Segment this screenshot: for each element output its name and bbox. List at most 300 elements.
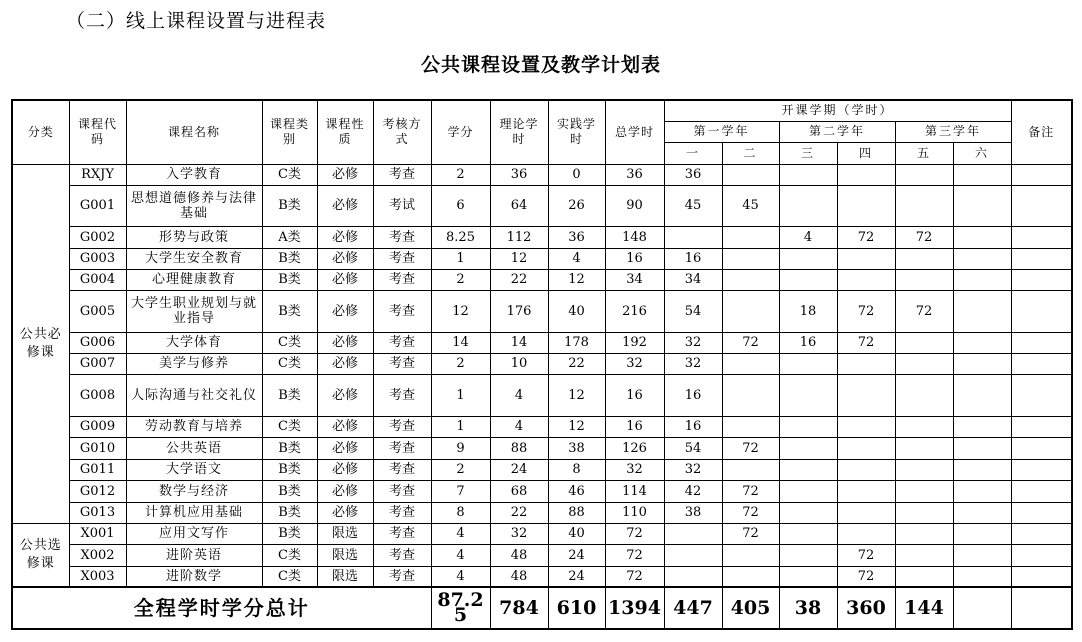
course-code: G009 [69, 416, 126, 437]
practice-hours: 4 [548, 248, 605, 269]
semester-4-hours [837, 269, 895, 290]
semester-5-hours [895, 502, 953, 523]
table-row [12, 566, 1072, 587]
header-semester-1: 一 [664, 142, 722, 164]
semester-6-hours [953, 480, 1011, 502]
course-name: 进阶英语 [126, 544, 262, 566]
course-name: 计算机应用基础 [126, 502, 262, 523]
theory-hours: 112 [490, 226, 548, 248]
course-code: G010 [69, 437, 126, 459]
theory-hours: 48 [490, 566, 548, 587]
course-code: G008 [69, 374, 126, 416]
semester-5-hours: 72 [895, 226, 953, 248]
course-name: 公共英语 [126, 437, 262, 459]
header-total-hours: 总学时 [605, 100, 664, 164]
course-assessment: 考查 [373, 332, 431, 353]
course-name: 劳动教育与培养 [126, 416, 262, 437]
course-name: 心理健康教育 [126, 269, 262, 290]
theory-hours: 4 [490, 416, 548, 437]
header-remarks: 备注 [1011, 100, 1072, 164]
total-hours-sum: 1394 [605, 587, 664, 629]
remarks-cell [1011, 437, 1072, 459]
table-row [12, 290, 1072, 332]
course-nature: 必修 [317, 353, 373, 374]
semester-2-hours: 72 [722, 502, 779, 523]
header-semester-3: 三 [779, 142, 837, 164]
semester-5-hours [895, 480, 953, 502]
table-row [12, 226, 1072, 248]
semester-6-hours [953, 502, 1011, 523]
category-cell: 公共必修课 [12, 164, 69, 523]
course-code: X002 [69, 544, 126, 566]
semester-4-hours [837, 502, 895, 523]
course-name: 大学体育 [126, 332, 262, 353]
remarks-cell [1011, 523, 1072, 544]
course-name: 思想道德修养与法律基础 [126, 185, 262, 226]
total-hours: 90 [605, 185, 664, 226]
semester-1-hours: 16 [664, 416, 722, 437]
table-row [12, 374, 1072, 416]
practice-hours: 40 [548, 290, 605, 332]
header-theory-hours: 理论学时 [490, 100, 548, 164]
theory-hours: 48 [490, 544, 548, 566]
semester-5-hours [895, 248, 953, 269]
header-semester-6: 六 [953, 142, 1011, 164]
course-assessment: 考查 [373, 459, 431, 480]
semester-5-hours [895, 353, 953, 374]
semester-4-hours: 72 [837, 544, 895, 566]
semester-3-hours [779, 544, 837, 566]
semester-2-hours [722, 164, 779, 185]
semester-3-hours: 18 [779, 290, 837, 332]
semester-5-hours [895, 269, 953, 290]
course-nature: 限选 [317, 544, 373, 566]
table-title: 公共课程设置及教学计划表 [420, 54, 661, 76]
header-year-1: 第一学年 [664, 121, 779, 142]
course-name: 应用文写作 [126, 523, 262, 544]
total-remarks [1011, 587, 1072, 629]
course-type: C类 [262, 164, 317, 185]
course-name: 形势与政策 [126, 226, 262, 248]
semester-6-hours [953, 416, 1011, 437]
course-type: B类 [262, 290, 317, 332]
remarks-cell [1011, 248, 1072, 269]
semester-1-hours: 32 [664, 332, 722, 353]
semester-2-hours: 72 [722, 332, 779, 353]
theory-hours: 32 [490, 523, 548, 544]
table-row [12, 269, 1072, 290]
semester-3-hours [779, 416, 837, 437]
theory-hours: 36 [490, 164, 548, 185]
theory-hours: 64 [490, 185, 548, 226]
total-label: 全程学时学分总计 [12, 587, 431, 629]
semester-1-hours [664, 544, 722, 566]
total-hours: 192 [605, 332, 664, 353]
course-credit: 2 [431, 459, 490, 480]
semester-3-hours [779, 523, 837, 544]
course-nature: 限选 [317, 566, 373, 587]
practice-hours: 12 [548, 269, 605, 290]
total-hours: 16 [605, 416, 664, 437]
total-hours: 148 [605, 226, 664, 248]
course-credit: 1 [431, 248, 490, 269]
table-row [12, 502, 1072, 523]
semester-6-hours [953, 459, 1011, 480]
semester-5-hours [895, 332, 953, 353]
course-name: 大学语文 [126, 459, 262, 480]
semester-2-hours [722, 416, 779, 437]
semester-4-hours: 72 [837, 226, 895, 248]
course-credit: 7 [431, 480, 490, 502]
semester-4-hours: 72 [837, 566, 895, 587]
course-credit: 2 [431, 269, 490, 290]
semester-4-hours [837, 437, 895, 459]
course-code: G013 [69, 502, 126, 523]
course-code: X001 [69, 523, 126, 544]
semester-4-hours [837, 374, 895, 416]
total-theory-hours: 784 [490, 587, 548, 629]
semester-3-hours: 16 [779, 332, 837, 353]
course-type: B类 [262, 523, 317, 544]
total-hours: 72 [605, 523, 664, 544]
semester-1-hours: 54 [664, 437, 722, 459]
semester-3-hours [779, 164, 837, 185]
practice-hours: 12 [548, 374, 605, 416]
total-hours: 36 [605, 164, 664, 185]
table-row [12, 332, 1072, 353]
total-hours: 126 [605, 437, 664, 459]
course-name: 大学生职业规划与就业指导 [126, 290, 262, 332]
semester-5-hours: 72 [895, 290, 953, 332]
course-type: B类 [262, 374, 317, 416]
course-credit: 2 [431, 164, 490, 185]
course-nature: 限选 [317, 523, 373, 544]
semester-6-hours [953, 437, 1011, 459]
semester-1-hours [664, 566, 722, 587]
course-nature: 必修 [317, 437, 373, 459]
course-type: C类 [262, 332, 317, 353]
table-row [12, 164, 1072, 185]
course-credit: 9 [431, 437, 490, 459]
semester-5-hours [895, 164, 953, 185]
semester-4-hours: 72 [837, 332, 895, 353]
semester-3-hours: 4 [779, 226, 837, 248]
semester-2-hours: 72 [722, 480, 779, 502]
remarks-cell [1011, 544, 1072, 566]
semester-4-hours [837, 353, 895, 374]
semester-2-hours: 72 [722, 437, 779, 459]
header-credit: 学分 [431, 100, 490, 164]
semester-3-hours [779, 269, 837, 290]
course-assessment: 考查 [373, 248, 431, 269]
course-assessment: 考查 [373, 502, 431, 523]
table-row [12, 416, 1072, 437]
header-nature: 课程性质 [317, 100, 373, 164]
semester-2-hours [722, 544, 779, 566]
practice-hours: 178 [548, 332, 605, 353]
course-nature: 必修 [317, 416, 373, 437]
course-assessment: 考查 [373, 290, 431, 332]
semester-6-hours [953, 164, 1011, 185]
course-credit: 4 [431, 544, 490, 566]
theory-hours: 12 [490, 248, 548, 269]
course-nature: 必修 [317, 248, 373, 269]
total-semester-3: 38 [779, 587, 837, 629]
course-nature: 必修 [317, 502, 373, 523]
total-hours: 72 [605, 566, 664, 587]
header-type: 课程类别 [262, 100, 317, 164]
course-type: C类 [262, 353, 317, 374]
course-name: 入学教育 [126, 164, 262, 185]
table-row [12, 480, 1072, 502]
practice-hours: 40 [548, 523, 605, 544]
total-semester-2: 405 [722, 587, 779, 629]
total-hours: 72 [605, 544, 664, 566]
practice-hours: 24 [548, 566, 605, 587]
semester-6-hours [953, 290, 1011, 332]
course-code: G003 [69, 248, 126, 269]
semester-6-hours [953, 566, 1011, 587]
course-type: C类 [262, 416, 317, 437]
semester-5-hours [895, 185, 953, 226]
course-credit: 14 [431, 332, 490, 353]
table-row [12, 459, 1072, 480]
header-category: 分类 [12, 100, 69, 164]
remarks-cell [1011, 416, 1072, 437]
course-type: B类 [262, 437, 317, 459]
semester-3-hours [779, 437, 837, 459]
semester-1-hours: 42 [664, 480, 722, 502]
header-practice-hours: 实践学时 [548, 100, 605, 164]
course-name: 数学与经济 [126, 480, 262, 502]
semester-1-hours [664, 226, 722, 248]
remarks-cell [1011, 480, 1072, 502]
table-row [12, 185, 1072, 226]
section-heading: （二）线上课程设置与进程表 [66, 10, 327, 32]
course-plan-table [11, 99, 1073, 630]
remarks-cell [1011, 332, 1072, 353]
semester-6-hours [953, 353, 1011, 374]
semester-1-hours: 38 [664, 502, 722, 523]
semester-3-hours [779, 374, 837, 416]
header-year-3: 第三学年 [895, 121, 1011, 142]
semester-6-hours [953, 248, 1011, 269]
semester-2-hours [722, 374, 779, 416]
course-code: G006 [69, 332, 126, 353]
semester-3-hours [779, 185, 837, 226]
practice-hours: 0 [548, 164, 605, 185]
semester-1-hours: 32 [664, 353, 722, 374]
course-assessment: 考查 [373, 566, 431, 587]
semester-5-hours [895, 437, 953, 459]
remarks-cell [1011, 502, 1072, 523]
course-nature: 必修 [317, 332, 373, 353]
semester-3-hours [779, 353, 837, 374]
theory-hours: 88 [490, 437, 548, 459]
semester-2-hours [722, 248, 779, 269]
semester-6-hours [953, 374, 1011, 416]
course-name: 大学生安全教育 [126, 248, 262, 269]
theory-hours: 22 [490, 502, 548, 523]
header-semester-5: 五 [895, 142, 953, 164]
course-type: B类 [262, 185, 317, 226]
practice-hours: 88 [548, 502, 605, 523]
header-year-2: 第二学年 [779, 121, 895, 142]
total-credit: 87.25 [431, 587, 490, 629]
practice-hours: 26 [548, 185, 605, 226]
semester-4-hours [837, 480, 895, 502]
semester-3-hours [779, 459, 837, 480]
practice-hours: 36 [548, 226, 605, 248]
course-code: G007 [69, 353, 126, 374]
course-type: B类 [262, 459, 317, 480]
semester-4-hours [837, 164, 895, 185]
course-nature: 必修 [317, 290, 373, 332]
semester-2-hours [722, 226, 779, 248]
semester-5-hours [895, 544, 953, 566]
theory-hours: 4 [490, 374, 548, 416]
remarks-cell [1011, 353, 1072, 374]
header-code: 课程代码 [69, 100, 126, 164]
header-assessment: 考核方式 [373, 100, 431, 164]
semester-6-hours [953, 523, 1011, 544]
header-semester-2: 二 [722, 142, 779, 164]
theory-hours: 68 [490, 480, 548, 502]
semester-2-hours [722, 566, 779, 587]
semester-4-hours [837, 248, 895, 269]
course-type: B类 [262, 480, 317, 502]
course-credit: 6 [431, 185, 490, 226]
semester-6-hours [953, 185, 1011, 226]
course-nature: 必修 [317, 226, 373, 248]
course-type: A类 [262, 226, 317, 248]
course-assessment: 考试 [373, 185, 431, 226]
semester-2-hours: 45 [722, 185, 779, 226]
course-credit: 2 [431, 353, 490, 374]
course-code: G005 [69, 290, 126, 332]
total-hours: 216 [605, 290, 664, 332]
theory-hours: 22 [490, 269, 548, 290]
course-credit: 4 [431, 523, 490, 544]
remarks-cell [1011, 164, 1072, 185]
course-name: 进阶数学 [126, 566, 262, 587]
course-code: X003 [69, 566, 126, 587]
theory-hours: 10 [490, 353, 548, 374]
course-name: 美学与修养 [126, 353, 262, 374]
semester-5-hours [895, 523, 953, 544]
practice-hours: 38 [548, 437, 605, 459]
course-nature: 必修 [317, 164, 373, 185]
course-credit: 8 [431, 502, 490, 523]
semester-4-hours [837, 523, 895, 544]
course-assessment: 考查 [373, 480, 431, 502]
course-assessment: 考查 [373, 164, 431, 185]
course-assessment: 考查 [373, 437, 431, 459]
semester-3-hours [779, 566, 837, 587]
semester-1-hours: 16 [664, 248, 722, 269]
semester-5-hours [895, 416, 953, 437]
semester-5-hours [895, 374, 953, 416]
total-semester-5: 144 [895, 587, 953, 629]
table-row [12, 437, 1072, 459]
total-semester-6 [953, 587, 1011, 629]
semester-1-hours [664, 523, 722, 544]
course-type: B类 [262, 269, 317, 290]
course-code: G012 [69, 480, 126, 502]
remarks-cell [1011, 459, 1072, 480]
semester-4-hours [837, 185, 895, 226]
course-credit: 1 [431, 416, 490, 437]
course-credit: 4 [431, 566, 490, 587]
semester-4-hours [837, 416, 895, 437]
course-credit: 1 [431, 374, 490, 416]
course-type: C类 [262, 544, 317, 566]
semester-6-hours [953, 226, 1011, 248]
header-semester-group: 开课学期（学时） [664, 100, 1011, 121]
header-name: 课程名称 [126, 100, 262, 164]
semester-3-hours [779, 480, 837, 502]
course-assessment: 考查 [373, 269, 431, 290]
course-assessment: 考查 [373, 226, 431, 248]
course-nature: 必修 [317, 185, 373, 226]
semester-5-hours [895, 566, 953, 587]
course-nature: 必修 [317, 459, 373, 480]
semester-4-hours: 72 [837, 290, 895, 332]
total-hours: 16 [605, 248, 664, 269]
course-code: G002 [69, 226, 126, 248]
semester-3-hours [779, 502, 837, 523]
course-credit: 8.25 [431, 226, 490, 248]
semester-2-hours [722, 353, 779, 374]
course-nature: 必修 [317, 269, 373, 290]
practice-hours: 46 [548, 480, 605, 502]
semester-1-hours: 45 [664, 185, 722, 226]
header-row-1 [12, 100, 1072, 121]
remarks-cell [1011, 226, 1072, 248]
course-nature: 必修 [317, 374, 373, 416]
theory-hours: 176 [490, 290, 548, 332]
course-assessment: 考查 [373, 353, 431, 374]
semester-5-hours [895, 459, 953, 480]
semester-2-hours [722, 290, 779, 332]
practice-hours: 12 [548, 416, 605, 437]
remarks-cell [1011, 566, 1072, 587]
practice-hours: 24 [548, 544, 605, 566]
semester-3-hours [779, 248, 837, 269]
total-hours: 110 [605, 502, 664, 523]
semester-1-hours: 16 [664, 374, 722, 416]
total-hours: 34 [605, 269, 664, 290]
course-type: C类 [262, 566, 317, 587]
total-row [12, 587, 1072, 629]
course-code: G001 [69, 185, 126, 226]
theory-hours: 24 [490, 459, 548, 480]
total-practice-hours: 610 [548, 587, 605, 629]
practice-hours: 22 [548, 353, 605, 374]
header-semester-4: 四 [837, 142, 895, 164]
table-row [12, 544, 1072, 566]
total-hours: 32 [605, 353, 664, 374]
semester-4-hours [837, 459, 895, 480]
theory-hours: 14 [490, 332, 548, 353]
total-semester-4: 360 [837, 587, 895, 629]
semester-6-hours [953, 332, 1011, 353]
remarks-cell [1011, 374, 1072, 416]
total-hours: 114 [605, 480, 664, 502]
total-semester-1: 447 [664, 587, 722, 629]
table-row [12, 353, 1072, 374]
course-assessment: 考查 [373, 416, 431, 437]
